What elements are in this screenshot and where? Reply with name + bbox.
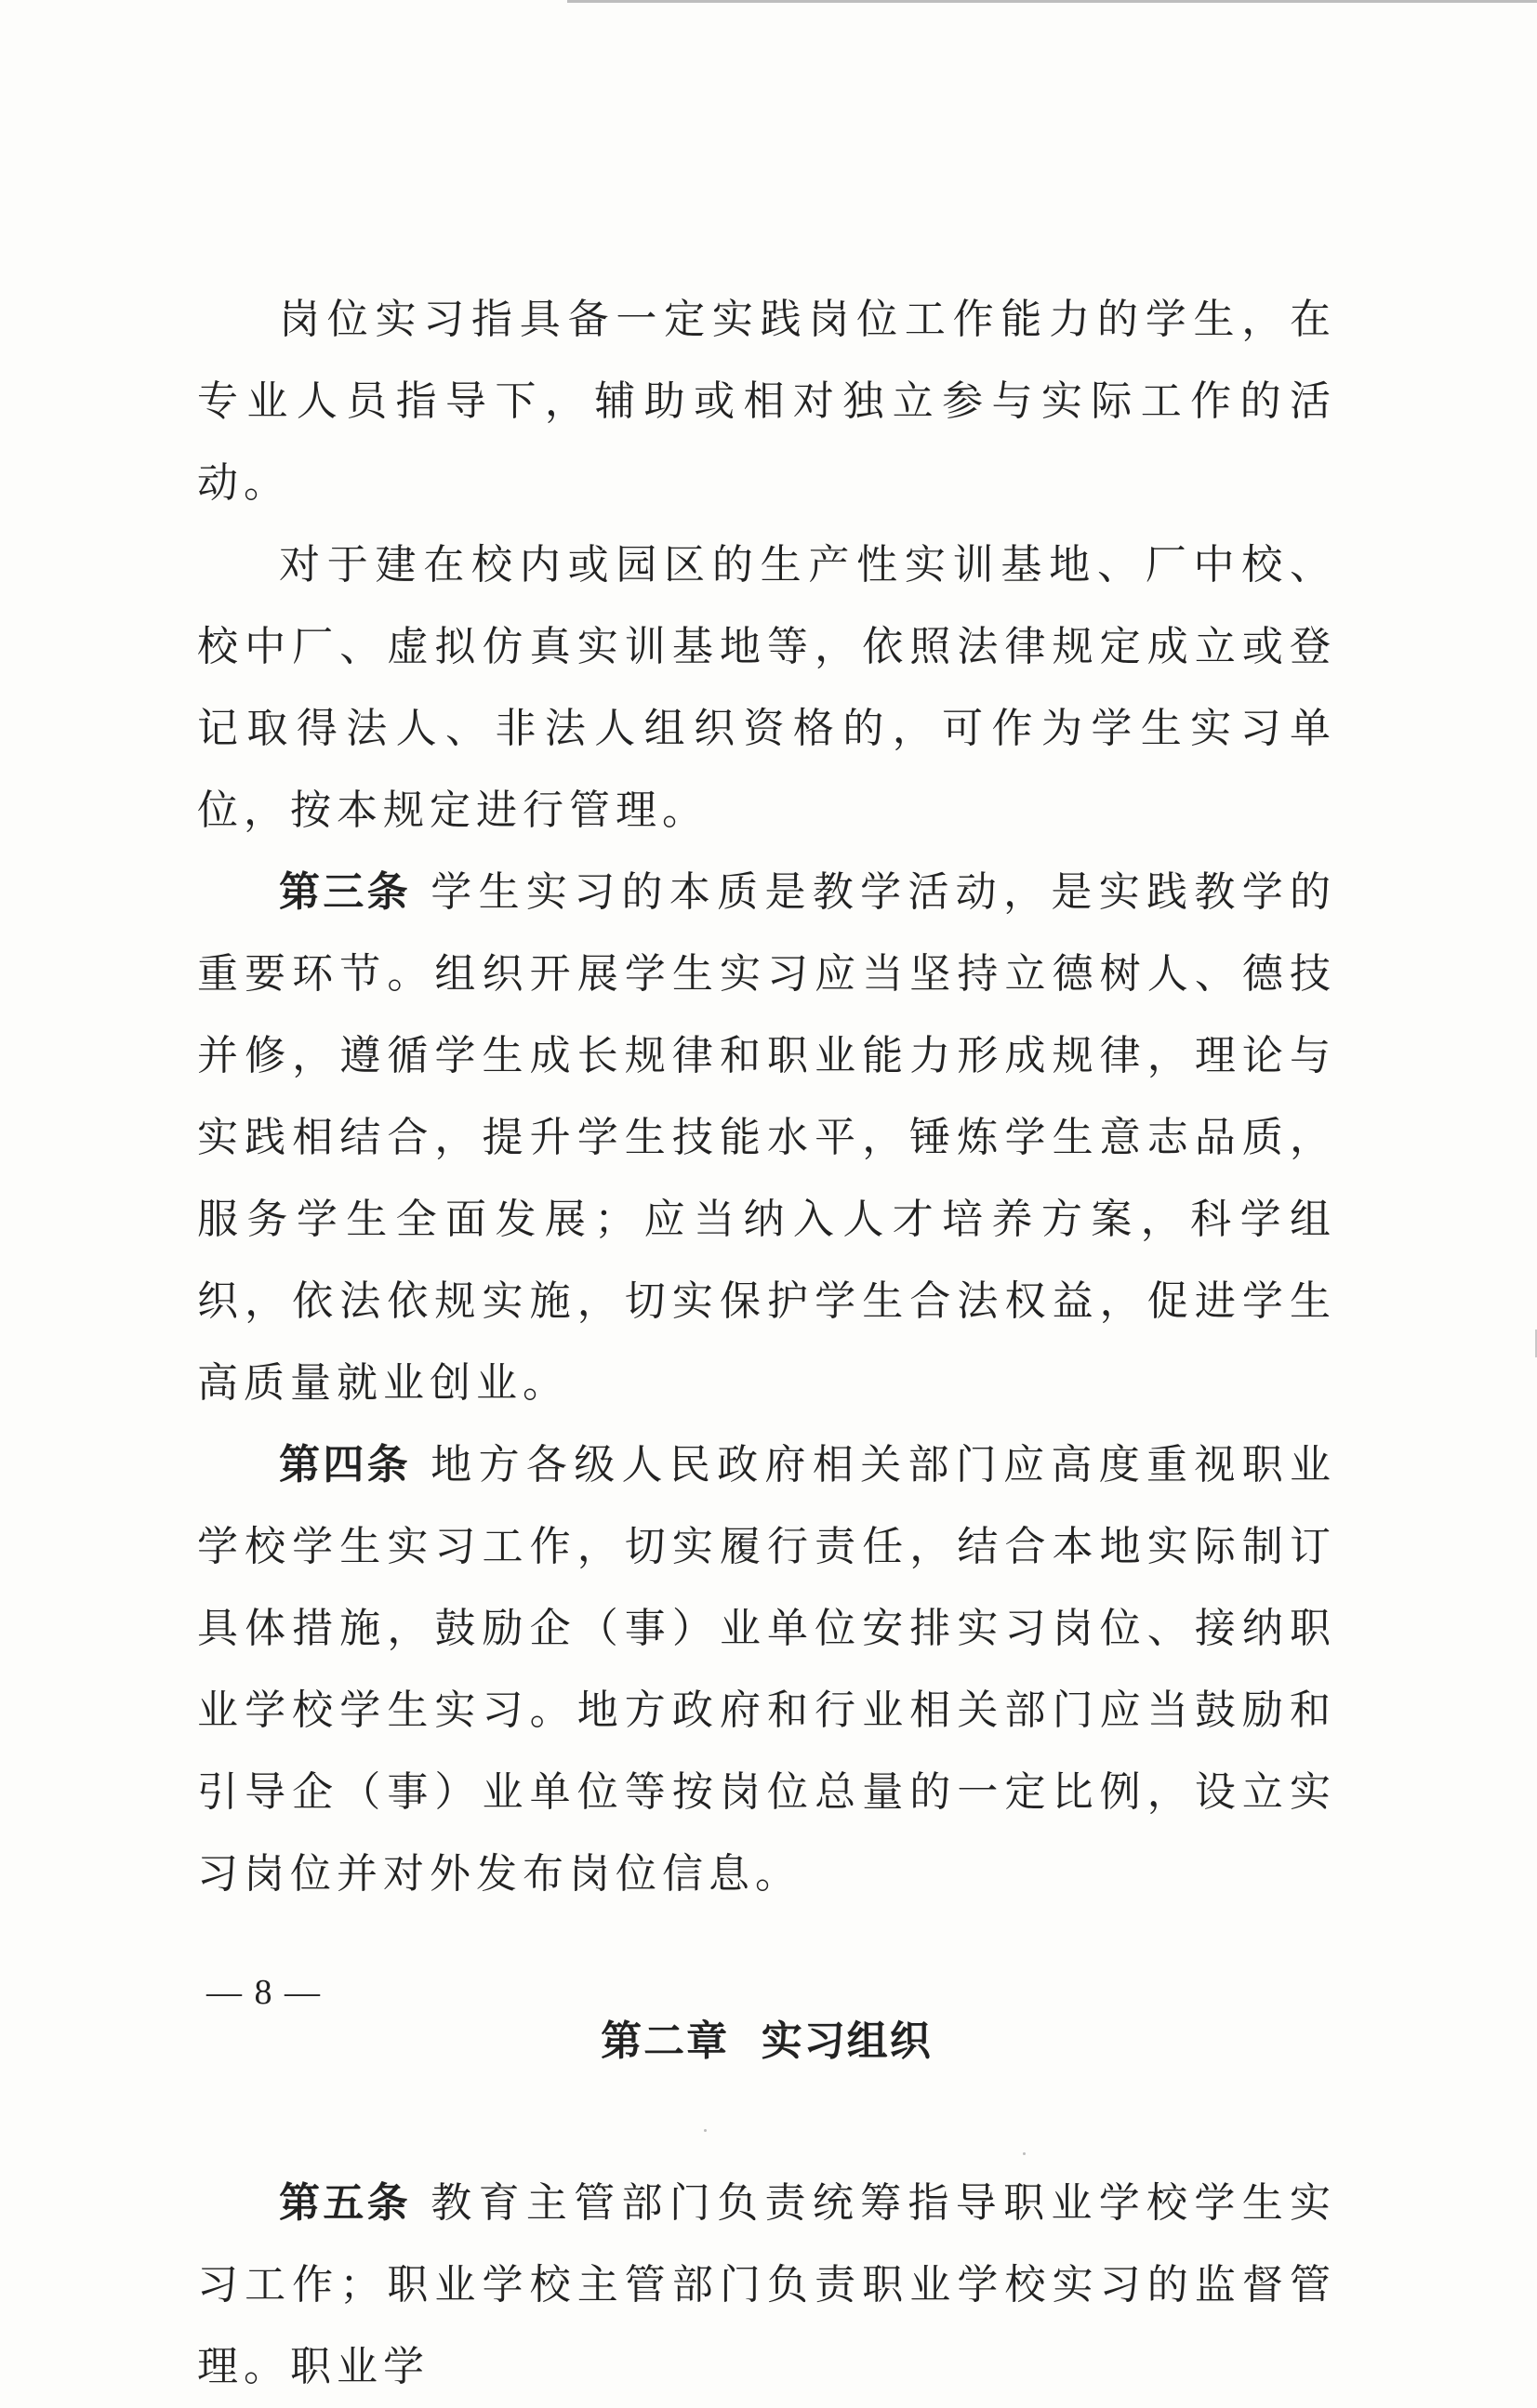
paragraph-text: 对于建在校内或园区的生产性实训基地、厂中校、校中厂、虚拟仿真实训基地等，依照法律规定成立或登记取得法人、非法人组织资格的，可作为学生实习单位，按本规定进行管理。 — [197, 541, 1336, 834]
article-text: 教育主管部门负责统筹指导职业学校学生实习工作；职业学校主管部门负责职业学校实习的监督管理。职业学 — [197, 2179, 1337, 2390]
article-number: 第五条 — [279, 2179, 411, 2227]
article-5 — [197, 2163, 1336, 2408]
chapter-heading: 第二章 实习组织 — [601, 2018, 933, 2065]
article-4 — [197, 1424, 1336, 1915]
article-3 — [197, 852, 1336, 1424]
article-number: 第四条 — [279, 1441, 411, 1488]
paragraph-training-bases — [197, 524, 1336, 852]
article-text: 学生实习的本质是教学活动，是实践教学的重要环节。组织开展学生实习应当坚持立德树人、德技并修，遵循学生成长规律和职业能力形成规律，理论与实践相结合，提升学生技能水平，锤炼学生意志品质，服务学生全面发展；应当纳入人才培养方案，科学组织，依法依规实施，切实保护学生合法权益，促进学生高质量就业创业。 — [197, 868, 1337, 1407]
top-border-line — [567, 0, 1537, 3]
article-number: 第三条 — [279, 868, 411, 916]
paragraph-text: 岗位实习指具备一定实践岗位工作能力的学生，在专业人员指导下，辅助或相对独立参与实际工作的活动。 — [197, 296, 1336, 507]
document-body — [197, 279, 1336, 2408]
page-number: — 8 — — [206, 1973, 322, 2012]
paragraph-internship-definition — [197, 279, 1336, 524]
article-text: 地方各级人民政府相关部门应高度重视职业学校学生实习工作，切实履行责任，结合本地实际制订具体措施，鼓励企（事）业单位安排实习岗位、接纳职业学校学生实习。地方政府和行业相关部门应当鼓励和引导企（事）业单位等按岗位总量的一定比例，设立实习岗位并对外发布岗位信息。 — [197, 1441, 1337, 1898]
